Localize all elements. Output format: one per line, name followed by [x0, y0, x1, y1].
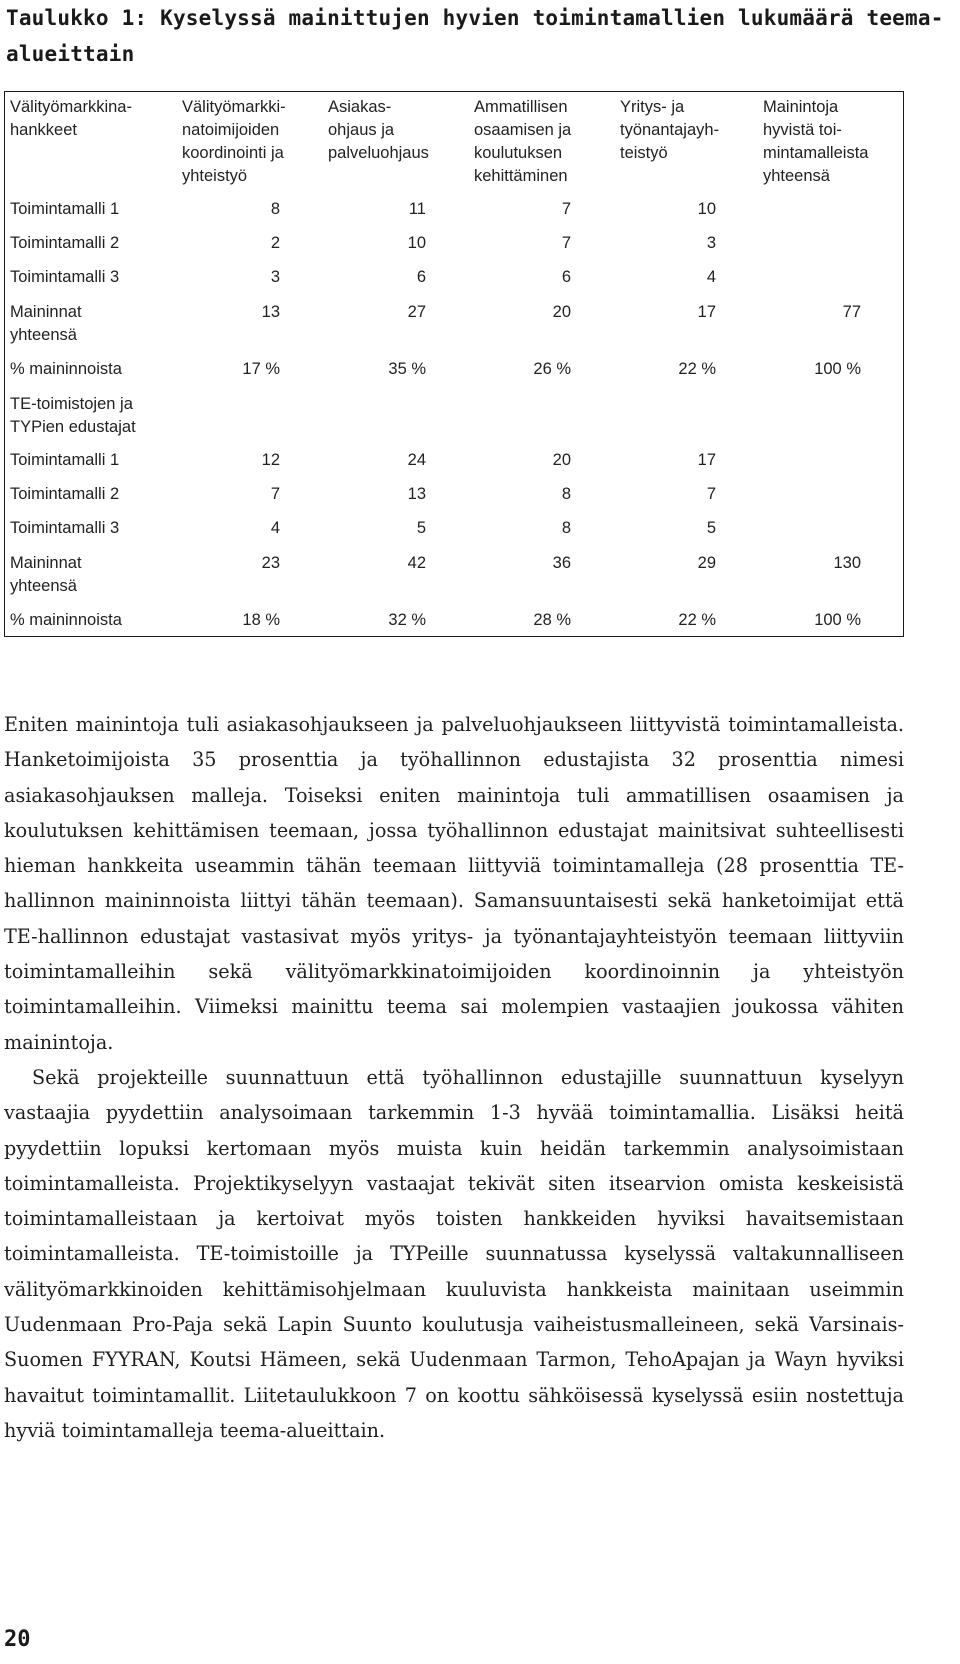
table-cell: 8	[561, 519, 571, 537]
table-cell: 12	[261, 451, 280, 469]
table-cell: 10	[407, 234, 426, 252]
table-cell: 13	[261, 303, 280, 321]
table-cell: 3	[270, 268, 280, 286]
table-cell: 7	[561, 234, 571, 252]
row-label: Maininnat yhteensä	[10, 303, 82, 344]
table-cell: 22 %	[678, 360, 716, 378]
row-label: % maininnoista	[10, 611, 122, 629]
table-cell: 13	[407, 485, 426, 503]
table-caption: Taulukko 1: Kyselyssä mainittujen hyvien toimintamallien lukumäärä teema-alueittain	[6, 6, 944, 66]
table-cell: 17	[697, 303, 716, 321]
header-cell: Yritys- ja työnantajayh- teistyö	[620, 98, 720, 162]
table-cell: 100 %	[814, 360, 861, 378]
table-cell: 4	[706, 268, 716, 286]
row-label: Toimintamalli 2	[10, 234, 120, 252]
table-cell: 35 %	[388, 360, 426, 378]
paragraph: Eniten mainintoja tuli asiakasohjaukseen ja palveluohjaukseen liittyvistä toimintamalleista. Hanketoimijoista 35 prosenttia ja työhallinnon edustajista 32 prosenttia nimesi asiakasohjauksen malleja. Toiseksi eniten mainintoja tuli ammatillisen osaamisen ja koulutuksen kehittämisen teemaan, jossa työhallinnon edustajat mainitsivat suhteellisesti hieman hankkeita useammin tähän teemaan liittyviä toimintamalleja (28 prosenttia TE-hallinnon maininnoista liittyi tähän teemaan). Samansuuntaisesti sekä hanketoimijat että TE-hallinnon edustajat vastasivat myös yritys- ja työnantajayhteistyön teemaan liittyviin toimintamalleihin sekä välityömarkkinatoimijoiden koordinoinnin ja yhteistyön toimintamalleihin. Viimeksi mainittu teema sai molempien vastaajien joukossa vähiten mainintoja.	[4, 713, 904, 1054]
table-cell: 77	[842, 303, 861, 321]
table-cell: 5	[416, 519, 426, 537]
table-cell: 7	[706, 485, 716, 503]
table-cell: 20	[552, 451, 571, 469]
table-cell: 20	[552, 303, 571, 321]
table-cell: 6	[561, 268, 571, 286]
header-cell: Välityömarkki- natoimijoiden koordinointi ja yhteistyö	[182, 98, 286, 185]
table-cell: 7	[270, 485, 280, 503]
header-cell: Välityömarkkina- hankkeet	[10, 98, 132, 139]
table-cell: 26 %	[533, 360, 571, 378]
table-cell: 2	[270, 234, 280, 252]
header-cell: Asiakas- ohjaus ja palveluohjaus	[328, 98, 429, 162]
table-cell: 22 %	[678, 611, 716, 629]
table-cell: 18 %	[242, 611, 280, 629]
table-cell: 29	[697, 554, 716, 572]
table-cell: 8	[561, 485, 571, 503]
row-label: Toimintamalli 2	[10, 485, 120, 503]
table-cell: 3	[706, 234, 716, 252]
table-cell: 36	[552, 554, 571, 572]
row-label: Maininnat yhteensä	[10, 554, 82, 595]
table-cell: 42	[407, 554, 426, 572]
table-cell: 17 %	[242, 360, 280, 378]
row-label: Toimintamalli 3	[10, 268, 120, 286]
table-cell: 11	[408, 200, 426, 218]
header-cell: Mainintoja hyvistä toi- mintamalleista yhteensä	[763, 98, 869, 185]
data-table	[4, 91, 904, 637]
table-cell: 8	[270, 200, 280, 218]
header-cell: Ammatillisen osaamisen ja koulutuksen kehittäminen	[474, 98, 572, 185]
row-label: Toimintamalli 1	[10, 451, 120, 469]
paragraph: Sekä projekteille suunnattuun että työhallinnon edustajille suunnattuun kyselyyn vastaajia pyydettiin analysoimaan tarkemmin 1-3 hyvää toimintamallia. Lisäksi heitä pyydettiin lopuksi kertomaan myös muista kuin heidän tarkemmin analysoimistaan toimintamalleista. Projektikyselyyn vastaajat tekivät siten itsearvion omista keskeisistä toimintamalleistaan ja kertoivat myös toisten hankkeiden hyviksi havaitsemistaan toimintamalleista. TE-toimistoille ja TYPeille suunnatussa kyselyssä valtakunnalliseen välityömarkkinoiden kehittämisohjelmaan kuuluvista hankkeista mainitaan useimmin Uudenmaan Pro-Paja sekä Lapin Suunto koulutusja vaiheistusmalleineen, sekä Varsinais-Suomen FYYRAN, Koutsi Hämeen, sekä Uudenmaan Tarmon, TehoApajan ja Wayn hyviksi havaitut toimintamallit. Liitetaulukkoon 7 on koottu sähköisessä kyselyssä esiin nostettuja hyviä toimintamalleja teema-alueittain.	[4, 1065, 904, 1442]
table-cell: 23	[261, 554, 280, 572]
row-label: % maininnoista	[10, 360, 122, 378]
table-cell: 24	[407, 451, 426, 469]
table-cell: 17	[697, 451, 716, 469]
table-cell: 7	[561, 200, 571, 218]
table-cell: 4	[270, 519, 280, 537]
body-text	[4, 707, 904, 1448]
table-cell: 5	[706, 519, 716, 537]
table-header	[5, 92, 903, 192]
table-cell: 28 %	[533, 611, 571, 629]
table-cell: 100 %	[814, 611, 861, 629]
table-cell: 27	[407, 303, 426, 321]
table-cell: 32 %	[388, 611, 426, 629]
row-label: Toimintamalli 1	[10, 200, 120, 218]
page-number: 20	[4, 1627, 31, 1652]
row-label: TE-toimistojen ja TYPien edustajat	[10, 395, 136, 436]
table-cell: 10	[697, 200, 716, 218]
table-cell: 6	[416, 268, 426, 286]
table-cell: 130	[833, 554, 861, 572]
row-label: Toimintamalli 3	[10, 519, 120, 537]
